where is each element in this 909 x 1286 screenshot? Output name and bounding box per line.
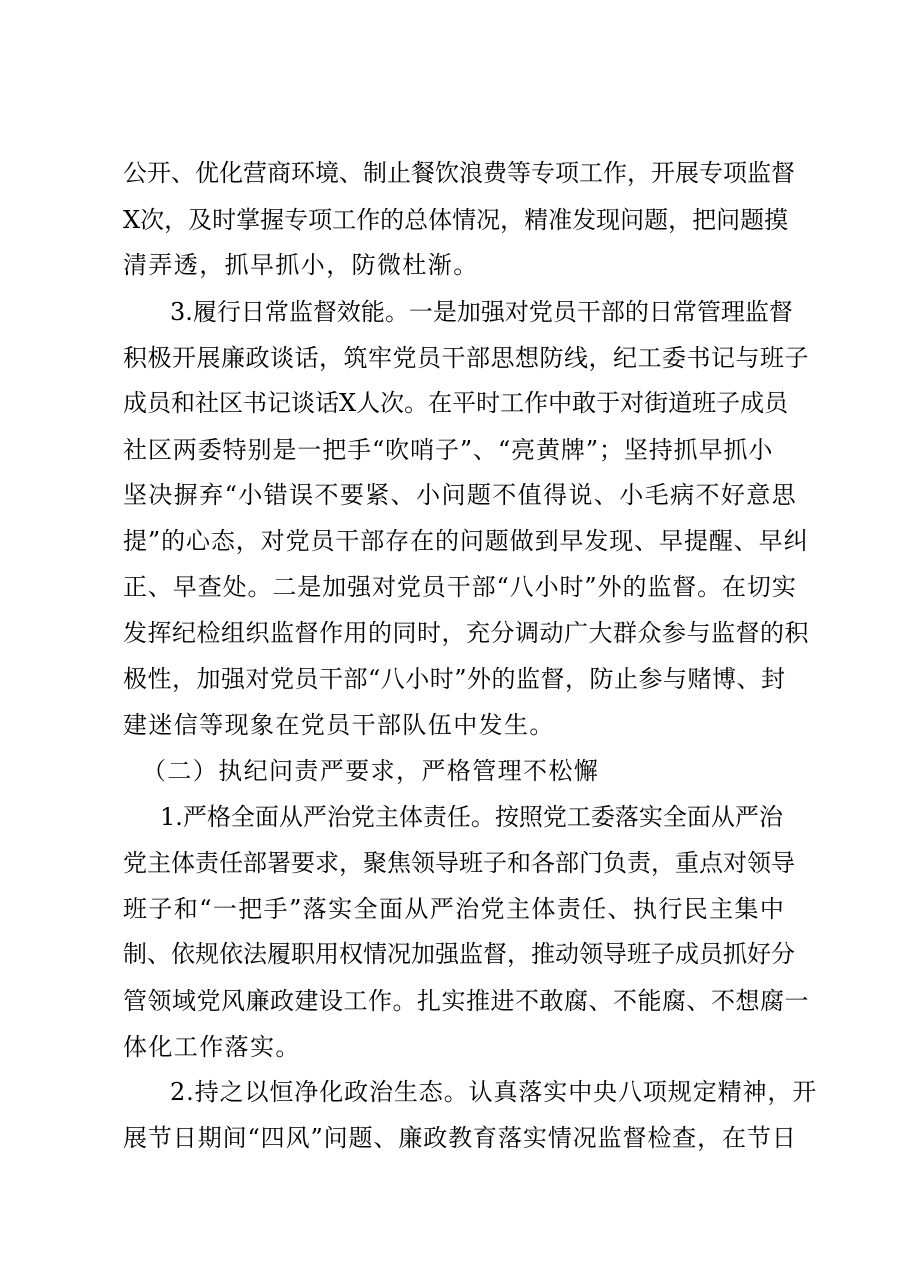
text-line: 积极开展廉政谈话，筑牢党员干部思想防线，纪工委书记与班子 (123, 344, 809, 372)
text-line: 提”的心态，对党员干部存在的问题做到早发现、早提醒、早纠 (123, 527, 809, 555)
text-line: 建迷信等现象在党员干部队伍中发生。 (123, 711, 555, 739)
text-line: X次，及时掌握专项工作的总体情况，精准发现问题，把问题摸 (123, 206, 789, 234)
text-line: 管领域党风廉政建设工作。扎实推进不敢腐、不能腐、不想腐一 (123, 987, 809, 1015)
text-line: 坚决摒弃“小错误不要紧、小问题不值得说、小毛病不好意思 (123, 481, 798, 509)
text-line: 极性，加强对党员干部“八小时”外的监督，防止参与赌博、封 (123, 665, 786, 693)
text-line: 正、早查处。二是加强对党员干部“八小时”外的监督。在切实 (123, 573, 797, 601)
text-line: 展节日期间“四风”问题、廉政教育落实情况监督检查，在节日 (123, 1124, 797, 1152)
text-line: 清弄透，抓早抓小，防微杜渐。 (123, 251, 479, 279)
text-line: 发挥纪检组织监督作用的同时，充分调动广大群众参与监督的积 (123, 619, 809, 647)
text-line: 1.严格全面从严治党主体责任。按照党工委落实全面从严治 (160, 803, 783, 831)
text-line: 制、依规依法履职用权情况加强监督，推动领导班子成员抓好分 (123, 940, 795, 968)
text-line: 公开、优化营商环境、制止餐饮浪费等专项工作，开展专项监督 (123, 159, 795, 187)
text-line: 2.持之以恒净化政治生态。认真落实中央八项规定精神，开 (170, 1078, 818, 1106)
text-line: 班子和“一把手”落实全面从严治党主体责任、执行民主集中 (123, 895, 786, 923)
text-line: 体化工作落实。 (123, 1033, 301, 1061)
section-heading: （二）执纪问责严要求，严格管理不松懈 (142, 757, 600, 785)
text-line: 3.履行日常监督效能。一是加强对党员干部的日常管理监督 (170, 298, 793, 326)
text-line: 社区两委特别是一把手“吹哨子”、“亮黄牌”；坚持抓早抓小 (123, 436, 774, 464)
text-line: 成员和社区书记谈话X人次。在平时工作中敢于对街道班子成员 (123, 389, 789, 417)
text-line: 党主体责任部署要求，聚焦领导班子和各部门负责，重点对领导 (123, 849, 795, 877)
